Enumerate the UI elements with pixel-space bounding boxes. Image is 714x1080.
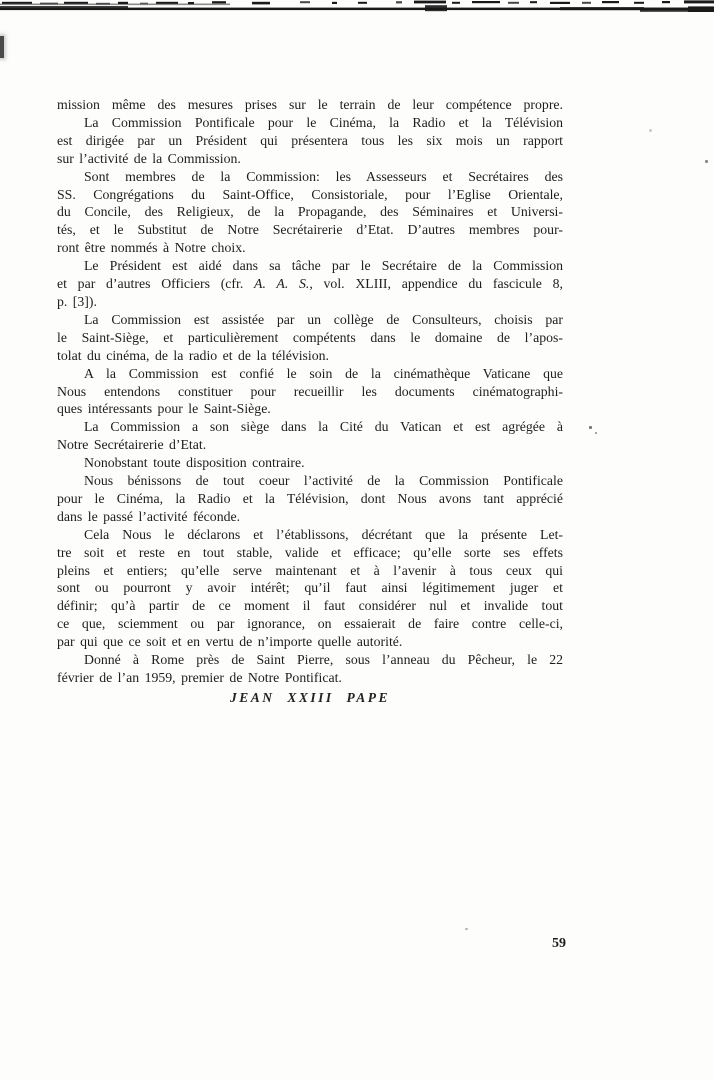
text-line: février de l’an 1959, premier de Notre Pontificat.	[57, 670, 342, 685]
scan-speck	[595, 432, 597, 434]
text-line: Le Président est aidé dans sa tâche par le Secrétaire de la Commission	[84, 258, 563, 274]
scan-speck	[589, 426, 592, 429]
text-line: Notre Secrétairerie d’Etat.	[57, 437, 207, 453]
text-line: sur l’activité de la Commission.	[57, 150, 241, 166]
scan-artifact-left-edge	[0, 36, 4, 58]
text-line: p. [3]).	[57, 293, 97, 309]
text-line: définir; qu’à partir de ce moment il faut considérer nul et invalide tout	[57, 598, 563, 614]
signature: JEAN XXIII PAPE	[229, 690, 391, 705]
text-line: dans le passé l’activité féconde.	[57, 508, 241, 524]
text-line: A la Commission est confié le soin de la cinémathèque Vaticane que	[84, 365, 563, 381]
text-line: tolat du cinéma, de la radio et de la télévision.	[57, 347, 330, 363]
page-number: 59	[552, 936, 566, 951]
text-line: pour le Cinéma, la Radio et la Télévision, dont Nous avons tant apprécié	[57, 490, 563, 506]
text-line: du Concile, des Religieux, de la Propagande, des Séminaires et Universi-	[57, 204, 563, 220]
text-line: SS. Congrégations du Saint-Office, Consistoriale, pour l’Eglise Orientale,	[57, 186, 563, 202]
text-line: Nous entendons constituer pour recueillir les documents cinématographi-	[57, 383, 563, 399]
text-line: ce que, sciemment ou par ignorance, on essaierait de faire contre celle-ci,	[57, 616, 563, 632]
text-line: et par d’autres Officiers (cfr. A. A. S., vol. XLIII, appendice du fascicule 8,	[57, 276, 563, 292]
text-line: est dirigée par un Président qui présentera tous les six mois un rapport	[57, 132, 563, 148]
text-line: Nous bénissons de tout coeur l’activité de la Commission Pontificale	[84, 473, 563, 489]
text-line: Nonobstant toute disposition contraire.	[84, 455, 305, 471]
text-line: par qui que ce soit et en vertu de n’importe quelle autorité.	[57, 634, 403, 650]
text-line: ques intéressants pour le Saint-Siège.	[57, 401, 271, 417]
text-line: La Commission a son siège dans la Cité du Vatican et est agrégée à	[84, 419, 563, 435]
scan-artifact-top-edge	[0, 0, 714, 18]
text-line: pleins et entiers; qu’elle serve maintenant et à l’avenir à tous ceux qui	[57, 562, 563, 578]
text-line: Cela Nous le déclarons et l’établissons, décrétant que la présente Let-	[84, 526, 563, 542]
text-line: tés, et le Substitut de Notre Secrétairerie d’Etat. D’autres membres pour-	[57, 222, 563, 238]
scan-speck	[649, 129, 652, 132]
text-line: La Commission est assistée par un collège de Consulteurs, choisis par	[84, 311, 563, 327]
text-line: le Saint-Siège, et particulièrement compétents dans le domaine de l’apos-	[57, 329, 563, 345]
scan-speck	[705, 160, 708, 163]
text-line: ront être nommés à Notre choix.	[57, 240, 246, 256]
text-line: Sont membres de la Commission: les Assesseurs et Secrétaires des	[84, 168, 563, 184]
text-line: mission même des mesures prises sur le terrain de leur compétence propre.	[57, 97, 563, 112]
document-text-block	[57, 96, 563, 687]
text-line: Donné à Rome près de Saint Pierre, sous l’anneau du Pêcheur, le 22	[84, 652, 563, 668]
text-line: La Commission Pontificale pour le Cinéma, la Radio et la Télévision	[84, 114, 563, 130]
scan-speck	[465, 928, 468, 930]
text-line: tre soit et reste en tout stable, valide et efficace; qu’elle sorte ses effets	[57, 544, 563, 560]
text-line: sont ou pourront y avoir intérêt; qu’il faut ainsi légitimement juger et	[57, 580, 563, 596]
